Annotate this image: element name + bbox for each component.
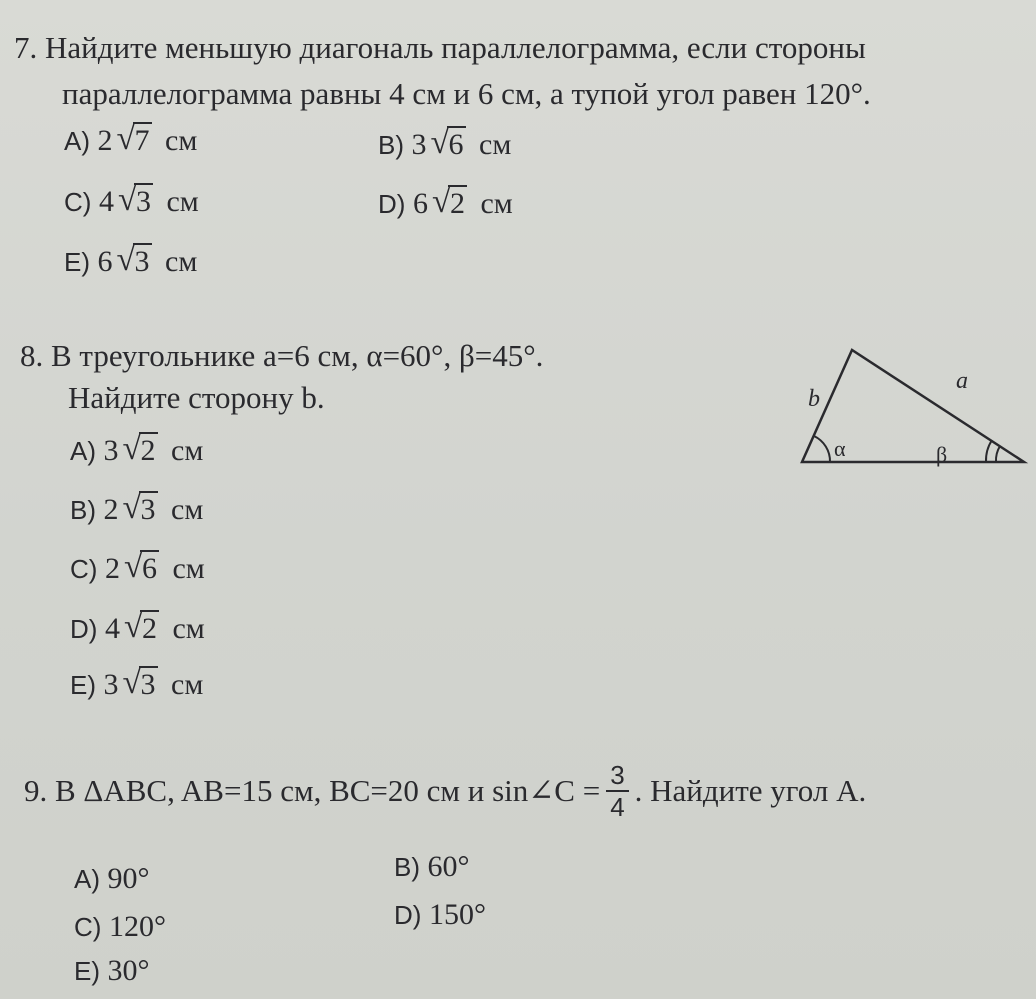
option-letter: C) [64, 187, 92, 217]
sqrt-symbol: √ 3 [122, 664, 156, 701]
option-coefficient: 3 [103, 434, 119, 467]
option-letter: C) [74, 912, 102, 942]
option-unit: см [172, 552, 205, 585]
q9-option-e [74, 954, 150, 988]
option-letter: D) [378, 189, 406, 219]
label-angle-beta: β [936, 442, 948, 467]
option-unit: см [172, 612, 205, 645]
fraction-denominator: 4 [610, 792, 625, 822]
sqrt-symbol: √ 6 [123, 548, 157, 585]
option-letter: A) [64, 126, 90, 156]
option-value: 90° [107, 862, 150, 895]
sqrt-symbol: √ 2 [431, 183, 465, 220]
q8-line1: 8. В треугольнике a=6 см, α=60°, β=45°. [20, 338, 544, 373]
q9-option-c [74, 910, 166, 944]
angle-alpha-arc [814, 436, 830, 462]
option-value: 120° [108, 910, 166, 943]
option-letter: D) [394, 900, 422, 930]
option-letter: C) [70, 554, 98, 584]
sqrt-symbol: √ 6 [430, 124, 464, 161]
triangle-figure [790, 340, 1030, 470]
option-coefficient: 3 [103, 668, 119, 701]
sqrt-symbol: √ 7 [116, 120, 150, 157]
option-unit: см [171, 434, 204, 467]
option-coefficient: 2 [104, 552, 120, 585]
q9-prefix: 9. В ΔABC, AB=15 см, BC=20 см и sin∠C = [24, 773, 601, 808]
q7-option-a [64, 120, 198, 158]
q8-option-e [70, 664, 204, 702]
sqrt-symbol: √ 2 [122, 430, 156, 467]
option-coefficient: 3 [411, 128, 427, 161]
fraction-numerator: 3 [606, 760, 628, 792]
option-letter: A) [74, 864, 100, 894]
q9-option-d [394, 898, 486, 932]
angle-beta-arc-2 [986, 440, 992, 462]
option-unit: см [166, 185, 199, 218]
option-letter: B) [394, 852, 420, 882]
angle-beta-arc-1 [996, 446, 1000, 462]
option-coefficient: 6 [412, 187, 428, 220]
option-unit: см [480, 187, 513, 220]
q8-option-b [70, 489, 204, 527]
option-coefficient: 4 [98, 185, 114, 218]
sqrt-symbol: √ 2 [123, 608, 157, 645]
q8-option-a [70, 430, 204, 468]
label-side-b: b [808, 386, 820, 412]
option-letter: A) [70, 436, 96, 466]
sqrt-symbol: √ 3 [122, 489, 156, 526]
option-coefficient: 2 [103, 493, 119, 526]
q7-option-d [378, 183, 513, 221]
option-letter: E) [70, 670, 96, 700]
option-unit: см [165, 124, 198, 157]
q8-option-c [70, 548, 205, 586]
label-side-a: a [956, 368, 968, 394]
option-unit: см [479, 128, 512, 161]
option-unit: см [171, 493, 204, 526]
q8-line2: Найдите сторону b. [68, 380, 325, 415]
option-letter: D) [70, 614, 98, 644]
q9-question [24, 760, 866, 822]
option-letter: E) [64, 247, 90, 277]
q7-option-e [64, 241, 198, 279]
q9-option-b [394, 850, 470, 884]
q7-option-c [64, 181, 199, 219]
q7-line2: параллелограмма равны 4 см и 6 см, а тупой угол равен 120°. [62, 76, 871, 111]
option-value: 60° [427, 850, 470, 883]
option-letter: E) [74, 956, 100, 986]
option-letter: B) [378, 130, 404, 160]
sqrt-symbol: √ 3 [117, 181, 151, 218]
option-coefficient: 2 [97, 124, 113, 157]
option-value: 150° [428, 898, 486, 931]
option-coefficient: 6 [97, 245, 113, 278]
label-angle-alpha: α [834, 436, 846, 461]
q9-suffix: . Найдите угол A. [634, 773, 867, 808]
sqrt-symbol: √ 3 [116, 241, 150, 278]
option-value: 30° [107, 954, 150, 987]
option-letter: B) [70, 495, 96, 525]
option-unit: см [165, 245, 198, 278]
q9-option-a [74, 862, 150, 896]
q9-fraction [606, 760, 628, 822]
option-unit: см [171, 668, 204, 701]
q7-option-b [378, 124, 512, 162]
option-coefficient: 4 [104, 612, 120, 645]
q8-option-d [70, 608, 205, 646]
q7-line1: 7. Найдите меньшую диагональ параллелограмма, если стороны [14, 30, 866, 65]
